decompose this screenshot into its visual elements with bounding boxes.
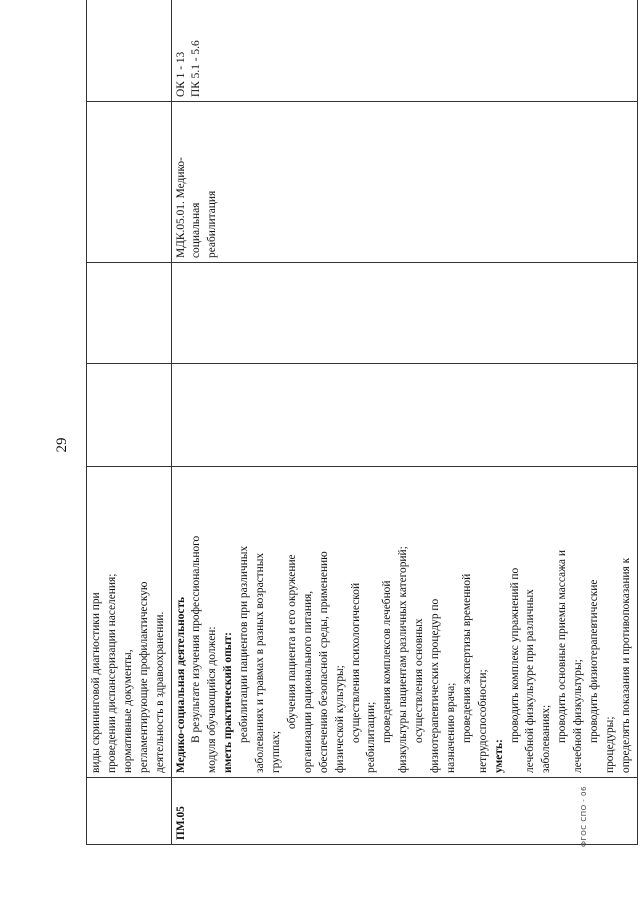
mdk-line: МДК.05.01. Медико- bbox=[174, 157, 187, 258]
content-line: группах; bbox=[269, 730, 282, 773]
content-line: проведения экспертизы временной bbox=[460, 573, 473, 743]
empty-cell bbox=[87, 364, 172, 467]
content-line: нормативные документы, bbox=[121, 649, 134, 773]
content-heading: иметь практический опыт: bbox=[222, 632, 235, 773]
page-number: 29 bbox=[54, 437, 70, 453]
empty-cell bbox=[87, 102, 172, 263]
content-line: нетрудоспособности; bbox=[476, 669, 489, 773]
document-footer: ФГОС СПО - 06 bbox=[580, 786, 588, 847]
empty-cell bbox=[171, 263, 637, 364]
competency-cell bbox=[171, 0, 637, 102]
content-line: физиотерапевтических процедур по bbox=[429, 598, 442, 773]
content-heading: уметь: bbox=[492, 739, 505, 773]
content-line: виды скрининговой диагностики при bbox=[90, 592, 102, 773]
mdk-cell bbox=[171, 102, 637, 263]
competency-line: ОК 1 - 13 bbox=[174, 51, 187, 97]
content-line: деятельность в здравоохранении. bbox=[153, 611, 166, 773]
table-row bbox=[171, 0, 637, 845]
content-line: проведения комплексов лечебной bbox=[381, 580, 394, 743]
competency-line: ПК 5.1 - 5.6 bbox=[190, 40, 203, 97]
module-title: Медико-социальная деятельность bbox=[174, 596, 187, 773]
rotated-page bbox=[50, 25, 632, 855]
content-line: организации рационального питания, bbox=[301, 590, 314, 773]
content-line: проводить основные приемы массажа и bbox=[556, 550, 569, 743]
empty-cell bbox=[87, 0, 172, 102]
content-line: осуществления основных bbox=[413, 618, 426, 743]
content-line: заболеваниях и травмах в разных возрастных bbox=[254, 552, 267, 773]
content-line: физической культуры; bbox=[333, 665, 346, 773]
content-line: физкультуры пациентам различных категорий; bbox=[397, 546, 410, 773]
content-line: модуля обучающийся должен: bbox=[206, 626, 219, 773]
content-line: лечебной физкультуре при различных bbox=[524, 589, 537, 773]
content-line: проведении диспансеризации населения; bbox=[105, 573, 118, 773]
content-line: лечебной физкультуры; bbox=[572, 659, 585, 773]
table-row bbox=[87, 0, 172, 845]
content-line: заболеваниях; bbox=[540, 704, 553, 773]
content-line: обучения пациента и его окружение bbox=[285, 554, 298, 729]
code-cell bbox=[87, 778, 172, 845]
module-code: ПМ.05 bbox=[171, 778, 637, 845]
content-line: реабилитации пациентов при различных bbox=[238, 545, 251, 743]
content-cell bbox=[87, 467, 172, 778]
content-line: назначению врача; bbox=[444, 682, 457, 773]
mdk-line: социальная bbox=[190, 202, 203, 258]
curriculum-table bbox=[86, 0, 638, 845]
content-line: регламентирующие профилактическую bbox=[137, 581, 150, 773]
empty-cell bbox=[171, 364, 637, 467]
content-line: проводить физиотерапевтические bbox=[588, 579, 601, 743]
content-line: осуществления психологической bbox=[349, 582, 362, 743]
content-line: проводить комплекс упражнений по bbox=[508, 567, 521, 743]
content-line: обеспечению безопасной среды, применению bbox=[317, 551, 330, 773]
content-cell bbox=[171, 467, 637, 778]
content-line: процедуры; bbox=[604, 716, 616, 773]
content-line: В результате изучения профессионального bbox=[190, 535, 203, 743]
mdk-line: реабилитация bbox=[206, 190, 219, 258]
content-line: реабилитации; bbox=[365, 701, 378, 773]
empty-cell bbox=[87, 263, 172, 364]
content-line: определять показания и противопоказания к bbox=[619, 557, 632, 773]
